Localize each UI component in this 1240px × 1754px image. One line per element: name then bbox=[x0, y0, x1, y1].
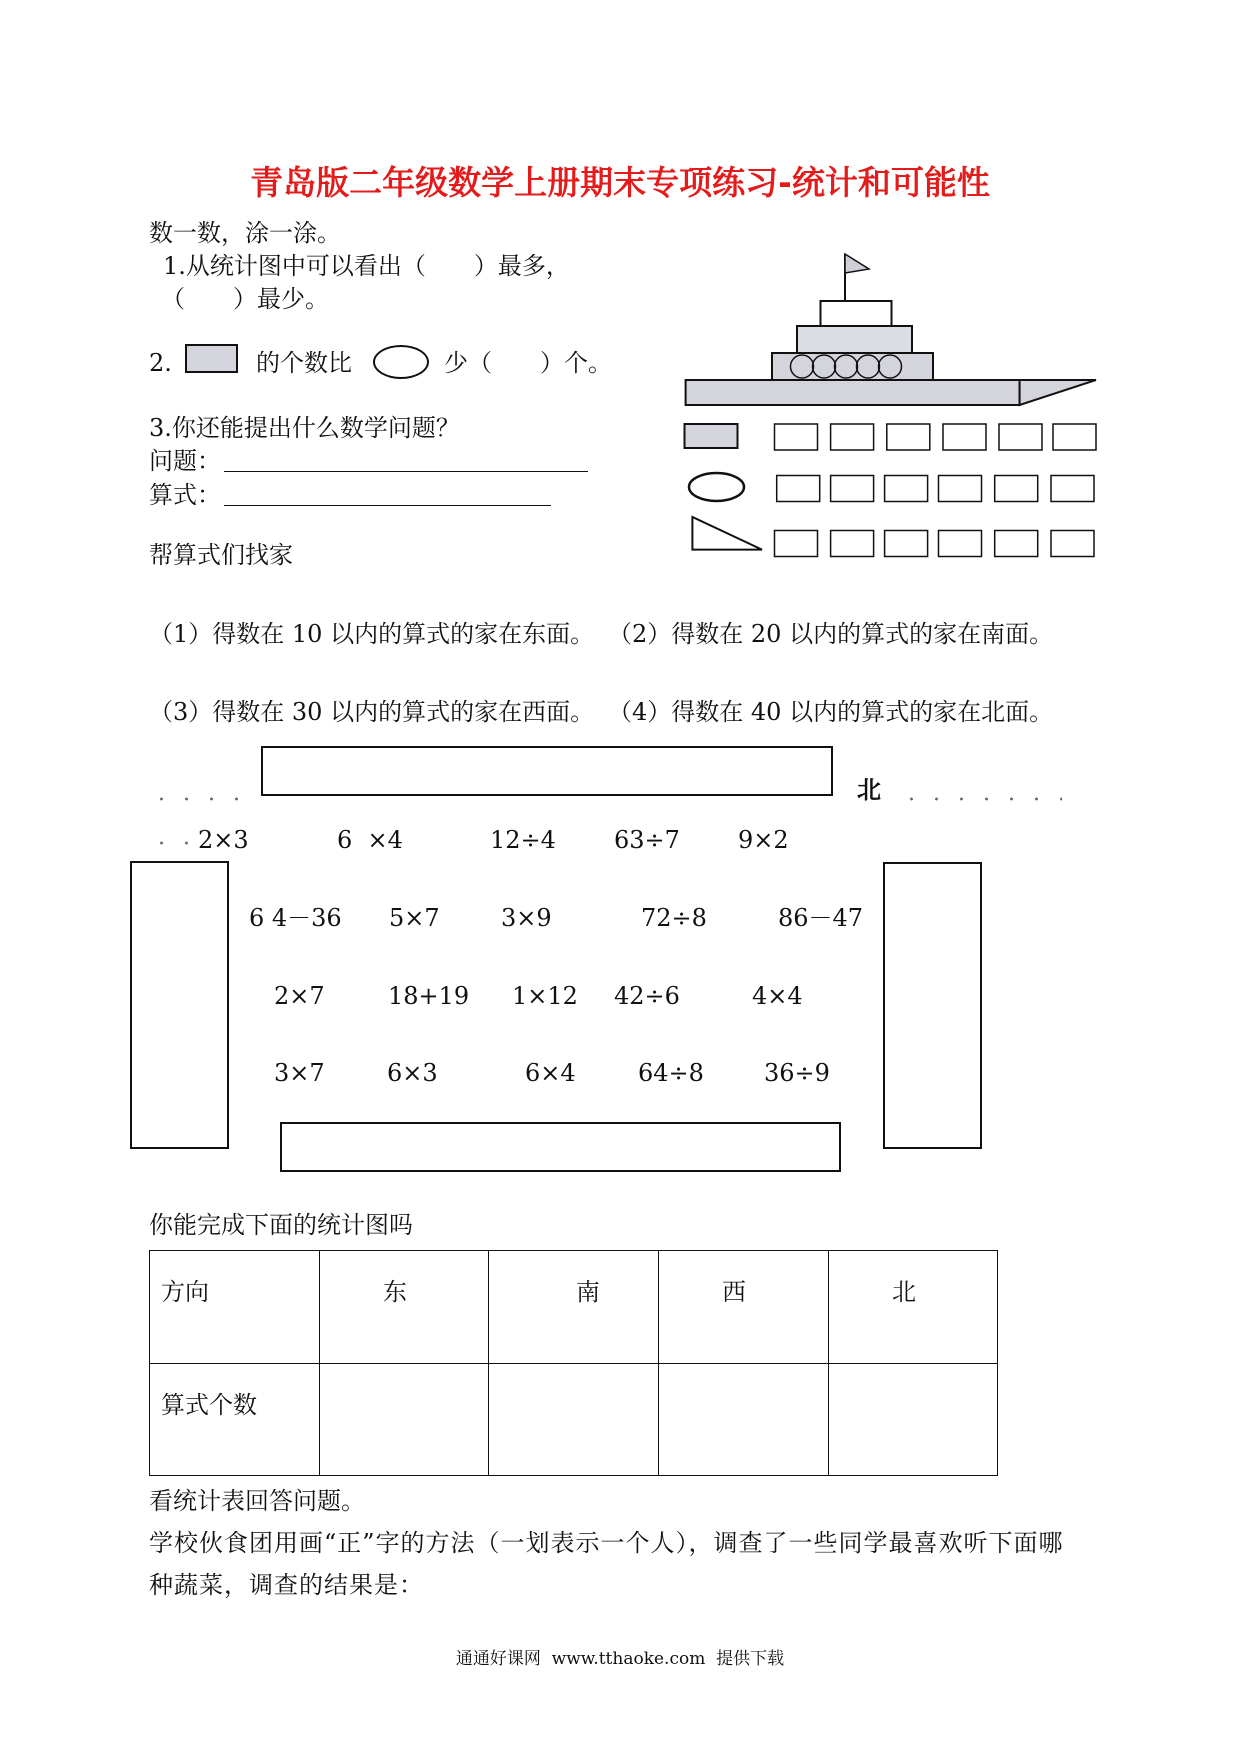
header-west: 西 bbox=[659, 1251, 829, 1364]
south-home-box bbox=[280, 1122, 841, 1172]
table-header-row bbox=[150, 1251, 998, 1364]
expression: 4×4 bbox=[752, 982, 803, 1010]
count-box-ellipse bbox=[885, 476, 928, 502]
expression: 2×3 bbox=[198, 826, 249, 854]
rule-south: （2）得数在 20 以内的算式的家在南面。 bbox=[608, 620, 1054, 648]
count-box-triangle bbox=[939, 531, 982, 557]
expression: 5×7 bbox=[389, 904, 440, 932]
header-east: 东 bbox=[320, 1251, 489, 1364]
question-answer-line bbox=[224, 471, 588, 472]
expression: 12÷4 bbox=[490, 826, 556, 854]
count-cell-west bbox=[659, 1364, 829, 1476]
count-box-rectangle bbox=[887, 424, 930, 450]
count-box-triangle bbox=[1051, 531, 1094, 557]
header-direction: 方向 bbox=[150, 1251, 320, 1364]
header-north: 北 bbox=[829, 1251, 998, 1364]
page-footer: 通通好课网 www.tthaoke.com 提供下载 bbox=[455, 1649, 785, 1669]
expression: 3×9 bbox=[501, 904, 552, 932]
dotted-line-left bbox=[149, 797, 257, 801]
dot-marks bbox=[149, 841, 189, 845]
worksheet-title: 青岛版二年级数学上册期末专项练习-统计和可能性 bbox=[250, 163, 990, 202]
west-home-box bbox=[130, 861, 229, 1149]
ellipse-icon bbox=[689, 473, 744, 501]
count-box-rectangle bbox=[943, 424, 986, 450]
row-label-expression-count: 算式个数 bbox=[150, 1364, 320, 1476]
north-label: 北 bbox=[857, 775, 881, 804]
expression: 63÷7 bbox=[614, 826, 680, 854]
east-home-box bbox=[883, 862, 982, 1149]
formula-label: 算式： bbox=[149, 481, 221, 509]
question-label: 问题： bbox=[149, 447, 221, 475]
expression: 9×2 bbox=[738, 826, 789, 854]
count-box-rectangle bbox=[1053, 424, 1096, 450]
ship-bow-triangle bbox=[1020, 380, 1096, 405]
count-box-ellipse bbox=[831, 476, 874, 502]
count-cell-north bbox=[829, 1364, 998, 1476]
count-box-ellipse bbox=[939, 476, 982, 502]
count-box-rectangle bbox=[831, 424, 874, 450]
expression: 36÷9 bbox=[764, 1059, 830, 1087]
rectangle-icon bbox=[685, 424, 738, 448]
count-box-triangle bbox=[831, 531, 874, 557]
triangle-icon bbox=[692, 517, 762, 550]
count-box-rectangle bbox=[999, 424, 1042, 450]
rule-north: （4）得数在 40 以内的算式的家在北面。 bbox=[608, 698, 1054, 726]
question-2-end-text: 少（ ）个。 bbox=[444, 349, 612, 377]
survey-text-line-1: 学校伙食团用画“正”字的方法（一划表示一个人），调查了一些同学最喜欢听下面哪 bbox=[149, 1529, 1064, 1557]
count-box-rectangle bbox=[775, 424, 818, 450]
expression: 2×7 bbox=[274, 982, 325, 1010]
flag-triangle-icon bbox=[845, 254, 869, 273]
statistics-table bbox=[149, 1250, 998, 1476]
question-1-line-2: （ ）最少。 bbox=[161, 285, 329, 313]
count-box-ellipse bbox=[777, 476, 820, 502]
dotted-line-right bbox=[899, 797, 1062, 801]
rule-west: （3）得数在 30 以内的算式的家在西面。 bbox=[149, 698, 595, 726]
expression: 1×12 bbox=[512, 982, 578, 1010]
expression: 86－47 bbox=[778, 904, 864, 932]
section-heading-survey: 看统计表回答问题。 bbox=[149, 1487, 365, 1515]
expression: 18+19 bbox=[388, 982, 470, 1010]
question-2-middle-text: 的个数比 bbox=[256, 349, 352, 377]
ship-middle-deck bbox=[797, 326, 912, 353]
count-box-triangle bbox=[995, 531, 1038, 557]
ship-hull bbox=[686, 380, 1020, 405]
rectangle-icon bbox=[185, 344, 238, 373]
count-cell-east bbox=[320, 1364, 489, 1476]
expression: 6×3 bbox=[387, 1059, 438, 1087]
count-cell-south bbox=[489, 1364, 659, 1476]
question-2-number: 2. bbox=[149, 349, 172, 377]
ship-shapes-picture bbox=[670, 245, 1110, 565]
expression: 72÷8 bbox=[641, 904, 707, 932]
count-box-ellipse bbox=[995, 476, 1038, 502]
section-heading-find-home: 帮算式们找家 bbox=[149, 541, 293, 569]
header-south: 南 bbox=[489, 1251, 659, 1364]
section-heading-count-color: 数一数，涂一涂。 bbox=[149, 219, 341, 247]
section-heading-stat-table: 你能完成下面的统计图吗 bbox=[149, 1211, 413, 1239]
expression: 6 4－36 bbox=[249, 904, 342, 932]
rule-east: （1）得数在 10 以内的算式的家在东面。 bbox=[149, 620, 595, 648]
formula-answer-line bbox=[224, 505, 551, 506]
expression: 6×4 bbox=[525, 1059, 576, 1087]
expression: 42÷6 bbox=[614, 982, 680, 1010]
ship-top-deck bbox=[821, 301, 892, 326]
expression: 64÷8 bbox=[638, 1059, 704, 1087]
count-box-triangle bbox=[775, 531, 818, 557]
question-1-line-1: 1.从统计图中可以看出（ ）最多， bbox=[163, 252, 570, 280]
table-row bbox=[150, 1364, 998, 1476]
count-box-ellipse bbox=[1051, 476, 1094, 502]
north-home-box bbox=[261, 746, 833, 796]
ellipse-icon bbox=[373, 345, 429, 379]
count-box-triangle bbox=[885, 531, 928, 557]
survey-text-line-2: 种蔬菜，调查的结果是： bbox=[149, 1571, 424, 1599]
expression: 6 ×4 bbox=[337, 826, 403, 854]
question-3: 3.你还能提出什么数学问题？ bbox=[149, 414, 460, 442]
expression: 3×7 bbox=[274, 1059, 325, 1087]
